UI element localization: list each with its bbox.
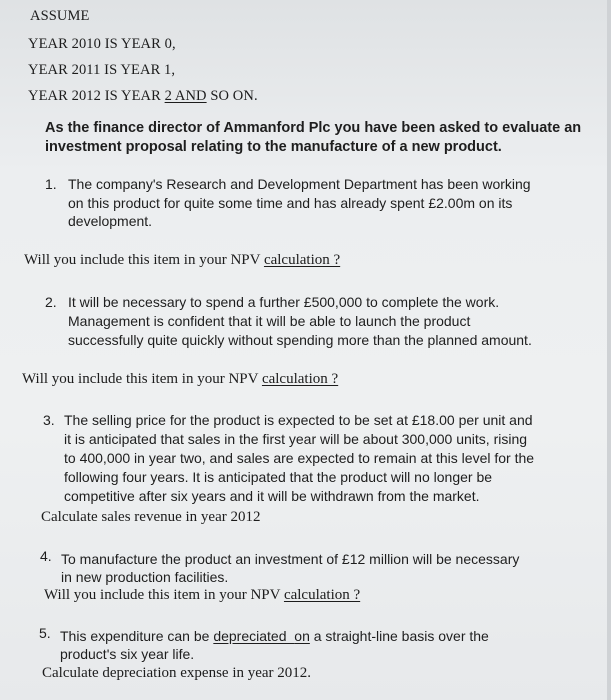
item-4-line-1: To manufacture the product an investment of £12 million will be necessary bbox=[61, 551, 520, 567]
item-1-number: 1. bbox=[45, 176, 57, 192]
item-3-number: 3. bbox=[43, 412, 55, 428]
item-3-line-4: following four years. It is anticipated that the product will no longer be bbox=[64, 469, 493, 485]
item-1-line-3: development. bbox=[68, 213, 153, 229]
question-1-text: Will you include this item in your NPV bbox=[24, 252, 264, 268]
item-2-line-3: successfully quite quickly without spending more than the planned amount. bbox=[68, 332, 532, 348]
assume-title: ASSUME bbox=[30, 8, 90, 24]
question-1-link: calculation ? bbox=[263, 252, 341, 268]
item-3-line-3: to 400,000 in year two, and sales are expected to remain at this level for the bbox=[64, 450, 535, 466]
item-4-number: 4. bbox=[40, 548, 52, 564]
item-3-line-2: it is anticipated that sales in the first year will be about 300,000 units, rising bbox=[64, 431, 528, 447]
question-2-link: calculation ? bbox=[261, 371, 339, 387]
item-5-task: Calculate depreciation expense in year 2012. bbox=[42, 665, 312, 681]
item-2-line-2: Management is confident that it will be able to launch the product bbox=[68, 313, 471, 329]
item-5-line-2: product's six year life. bbox=[60, 646, 195, 662]
item-4-line-2: in new production facilities. bbox=[61, 569, 229, 585]
item-5-line-1-d: on bbox=[294, 628, 310, 644]
assume-line-1: YEAR 2010 IS YEAR 0, bbox=[28, 36, 176, 52]
item-1-line-2: on this product for quite some time and has already spent £2.00m on its bbox=[68, 195, 513, 211]
item-4-question-link: calculation ? bbox=[283, 587, 361, 603]
assume-line-3-b: 2 AND bbox=[164, 88, 207, 104]
item-5-line-1-b: depreciated bbox=[213, 628, 287, 644]
item-2-number: 2. bbox=[45, 294, 57, 310]
item-5-line-1-a: This expenditure can be bbox=[60, 628, 214, 644]
assume-line-3-a: YEAR 2012 IS YEAR bbox=[28, 88, 165, 104]
assume-line-3-c: SO ON. bbox=[206, 88, 258, 104]
intro-line-1: As the finance director of Ammanford Plc you have been asked to evaluate an bbox=[45, 120, 582, 136]
item-4-question-text: Will you include this item in your NPV bbox=[44, 587, 284, 603]
item-1-line-1: The company's Research and Development Department has been working bbox=[68, 176, 531, 192]
page-edge-shadow bbox=[607, 0, 611, 700]
item-5-number: 5. bbox=[39, 625, 51, 641]
assume-line-3 bbox=[28, 88, 258, 105]
item-4-question bbox=[44, 587, 360, 604]
question-2 bbox=[22, 371, 338, 388]
item-5-line-1 bbox=[60, 628, 489, 644]
item-5-line-1-e: a straight-line basis over the bbox=[309, 628, 489, 644]
intro-line-2: investment proposal relating to the manufacture of a new product. bbox=[45, 139, 502, 155]
item-3-line-5: competitive after six years and it will be withdrawn from the market. bbox=[64, 488, 480, 504]
question-2-text: Will you include this item in your NPV bbox=[22, 371, 262, 387]
item-2-line-1: It will be necessary to spend a further £500,000 to complete the work. bbox=[68, 294, 500, 310]
assume-line-2: YEAR 2011 IS YEAR 1, bbox=[28, 62, 176, 78]
question-1 bbox=[24, 252, 340, 269]
item-3-task: Calculate sales revenue in year 2012 bbox=[41, 509, 261, 525]
item-3-line-1: The selling price for the product is expected to be set at £18.00 per unit and bbox=[64, 412, 533, 428]
